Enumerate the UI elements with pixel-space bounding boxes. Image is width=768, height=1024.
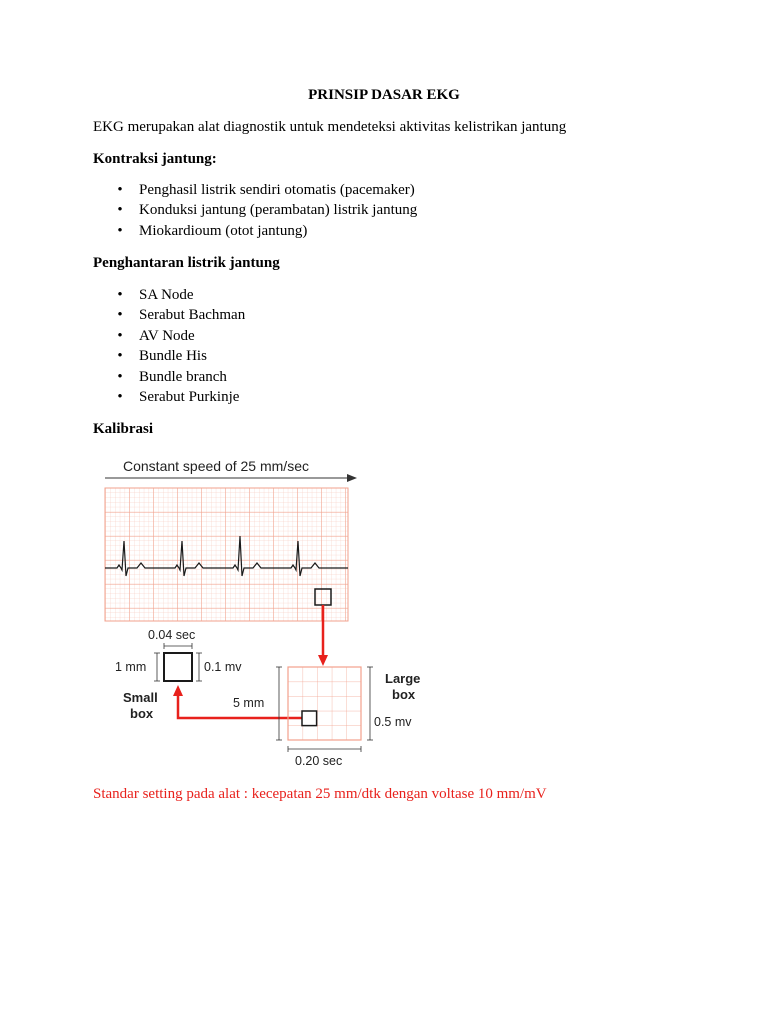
heading-kontraksi-jantung: Kontraksi jantung: [93, 151, 217, 167]
list-item [115, 180, 417, 200]
bullet-icon: • [117, 388, 123, 405]
list-item-text: Miokardioum (otot jantung) [139, 222, 308, 239]
small-box-label-line1: Small [123, 690, 158, 705]
large-box-inner-small-box [302, 711, 317, 726]
list-item [115, 326, 245, 346]
list-penghantaran-listrik [115, 285, 245, 407]
large-box-label-line1: Large [385, 671, 421, 686]
small-box-voltage-label: 0.1 mv [204, 660, 242, 674]
speed-label: Constant speed of 25 mm/sec [123, 458, 309, 474]
list-item-text: Bundle His [139, 348, 207, 365]
ecg-calibration-svg [95, 450, 435, 775]
speed-arrowhead-icon [347, 474, 357, 482]
list-item-text: AV Node [139, 327, 195, 344]
bullet-icon: • [117, 348, 123, 365]
ecg-strip-grid [105, 488, 348, 621]
list-item [115, 285, 245, 305]
bullet-icon: • [117, 368, 123, 385]
arrow-up-icon [173, 685, 183, 696]
intro-paragraph: EKG merupakan alat diagnostik untuk mendeteksi aktivitas kelistrikan jantung [93, 119, 567, 135]
bullet-icon: • [117, 307, 123, 324]
small-box-height-label: 1 mm [115, 660, 147, 674]
large-box-grid [288, 667, 361, 740]
list-kontraksi-jantung [115, 180, 417, 241]
list-item-text: Serabut Purkinje [139, 388, 240, 405]
heading-kalibrasi: Kalibrasi [93, 421, 154, 437]
list-item [115, 200, 417, 220]
list-item-text: Penghasil listrik sendiri otomatis (pacemaker) [139, 182, 415, 198]
list-item-text: Bundle branch [139, 368, 227, 385]
bullet-icon: • [117, 287, 123, 303]
small-box-label-line2: box [130, 706, 154, 721]
list-item-text: Konduksi jantung (perambatan) listrik jantung [139, 202, 418, 219]
list-item [115, 387, 245, 407]
large-box-time-label: 0.20 sec [295, 754, 343, 768]
small-box-time-label: 0.04 sec [148, 628, 196, 642]
list-item [115, 367, 245, 387]
list-item [115, 346, 245, 366]
bullet-icon: • [117, 222, 123, 239]
small-box [164, 653, 192, 681]
bullet-icon: • [117, 202, 123, 219]
list-item-text: SA Node [139, 287, 194, 303]
arrow-down-icon [318, 655, 328, 666]
page-title: PRINSIP DASAR EKG [308, 87, 460, 103]
heading-penghantaran-listrik: Penghantaran listrik jantung [93, 255, 280, 271]
list-item [115, 305, 245, 325]
ecg-calibration-figure [95, 450, 435, 775]
list-item [115, 221, 417, 241]
large-box-voltage-label: 0.5 mv [374, 715, 412, 729]
bullet-icon: • [117, 327, 123, 344]
list-item-text: Serabut Bachman [139, 307, 246, 324]
large-box-width-label: 5 mm [233, 696, 265, 710]
bullet-icon: • [117, 182, 123, 198]
standard-setting-note: Standar setting pada alat : kecepatan 25 mm/dtk dengan voltase 10 mm/mV [93, 786, 547, 802]
large-box-label-line2: box [392, 687, 416, 702]
